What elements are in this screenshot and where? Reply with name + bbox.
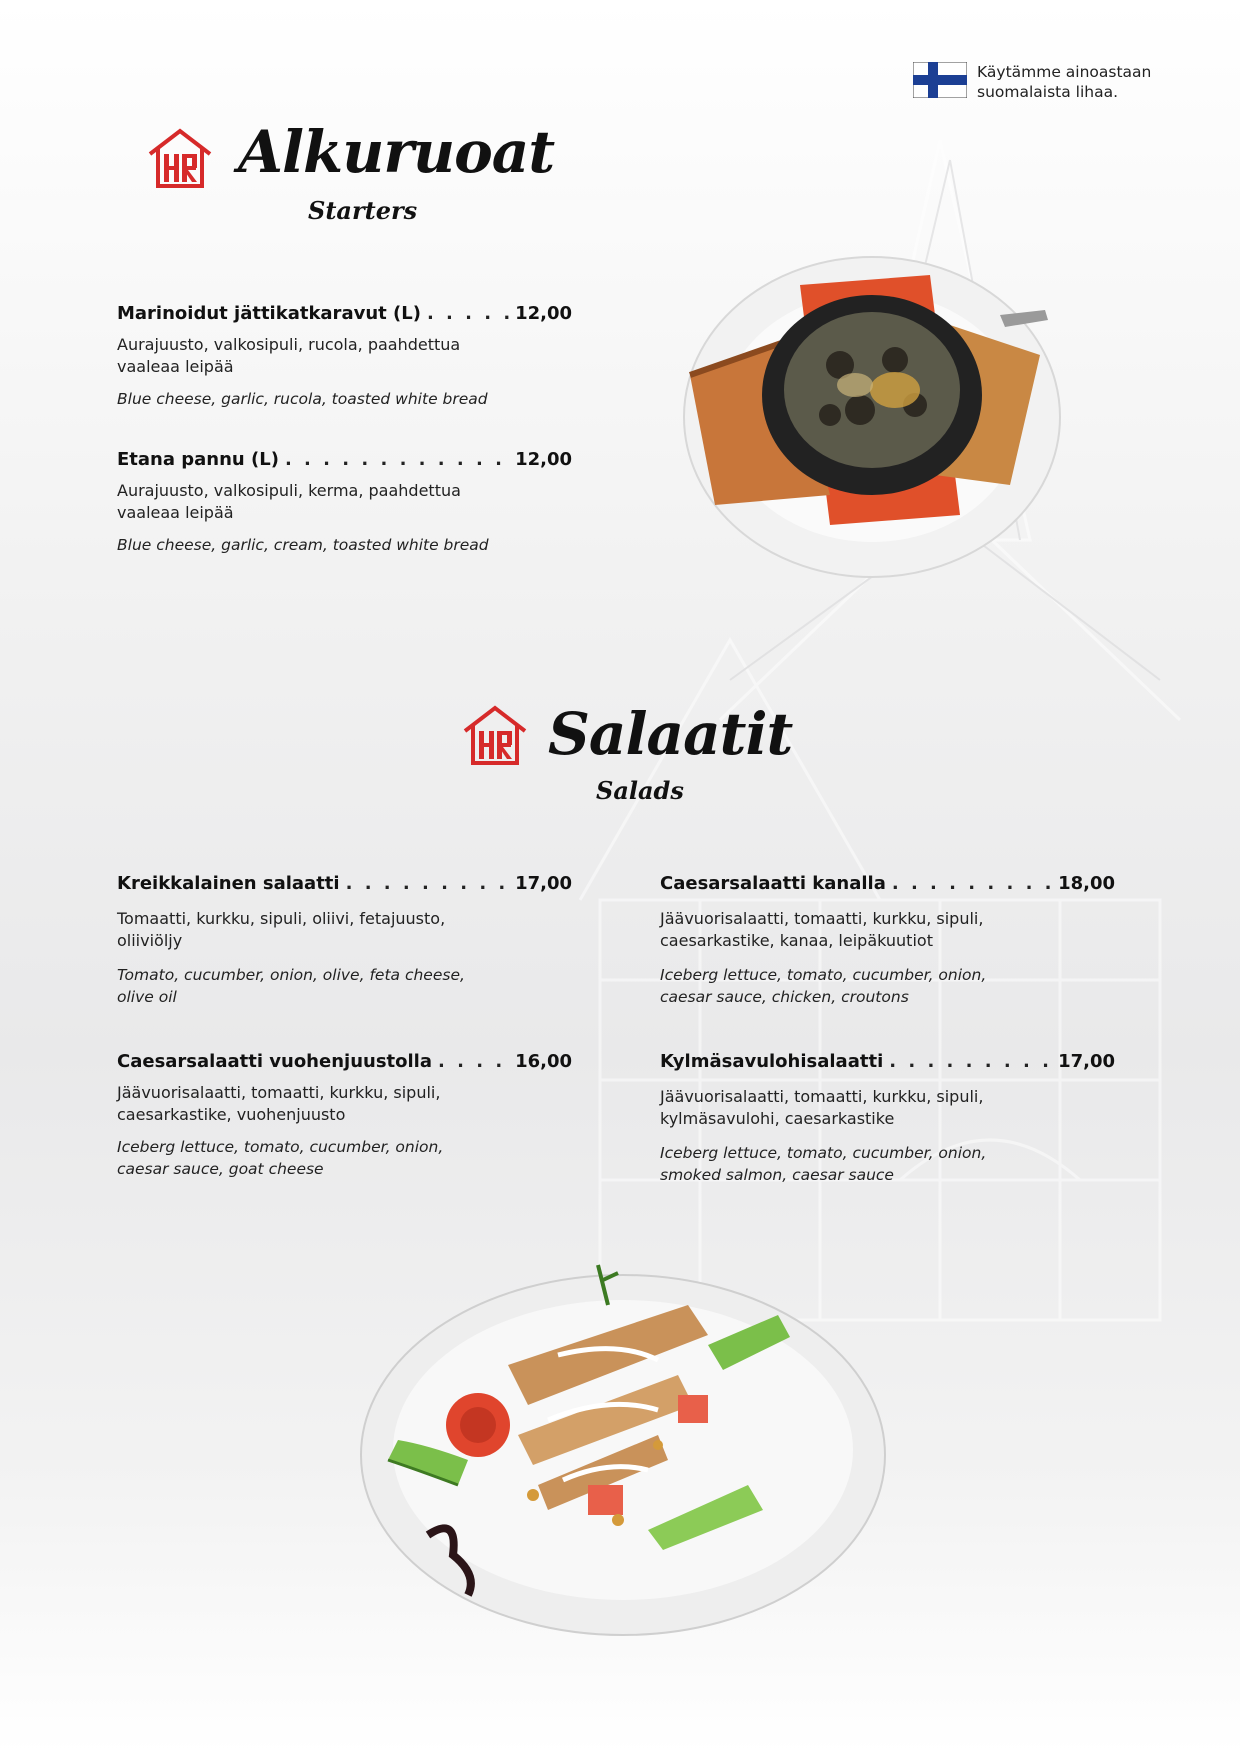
menu-item bbox=[117, 1051, 572, 1180]
item-description-fi: Tomaatti, kurkku, sipuli, oliivi, fetajuusto, oliiviöljy bbox=[117, 909, 446, 950]
item-description-en: Iceberg lettuce, tomato, cucumber, onion, caesar sauce, chicken, croutons bbox=[660, 966, 987, 1006]
item-price: 12,00 bbox=[515, 449, 572, 470]
item-description-fi: Aurajuusto, valkosipuli, kerma, paahdettua vaaleaa leipää bbox=[117, 481, 461, 522]
salads-title: Salaatit bbox=[548, 700, 793, 768]
dot-leader bbox=[285, 449, 509, 470]
finnish-meat-notice bbox=[913, 62, 1151, 102]
menu-item bbox=[117, 303, 572, 410]
item-description-en: Tomato, cucumber, onion, olive, feta cheese, olive oil bbox=[117, 966, 465, 1006]
finland-flag-icon bbox=[913, 62, 967, 98]
item-description-fi: Aurajuusto, valkosipuli, rucola, paahdettua vaaleaa leipää bbox=[117, 335, 461, 376]
item-description-en: Iceberg lettuce, tomato, cucumber, onion, caesar sauce, goat cheese bbox=[117, 1138, 444, 1178]
item-price: 17,00 bbox=[515, 873, 572, 894]
dot-leader bbox=[892, 873, 1052, 894]
item-description-en: Blue cheese, garlic, rucola, toasted white bread bbox=[117, 390, 488, 408]
menu-item bbox=[660, 873, 1115, 1008]
salads-subtitle: Salads bbox=[596, 776, 684, 805]
item-description-en: Blue cheese, garlic, cream, toasted white bread bbox=[117, 536, 489, 554]
helin-house-logo-icon bbox=[463, 705, 527, 767]
menu-item bbox=[117, 873, 572, 1008]
item-name: Etana pannu (L) bbox=[117, 449, 279, 470]
item-name: Marinoidut jättikatkaravut (L) bbox=[117, 303, 421, 324]
dot-leader bbox=[346, 873, 509, 894]
item-price: 18,00 bbox=[1058, 873, 1115, 894]
item-name: Kreikkalainen salaatti bbox=[117, 873, 340, 894]
item-description-fi: Jäävuorisalaatti, tomaatti, kurkku, sipuli, kylmäsavulohi, caesarkastike bbox=[660, 1087, 984, 1128]
item-description-en: Iceberg lettuce, tomato, cucumber, onion, smoked salmon, caesar sauce bbox=[660, 1144, 987, 1184]
dot-leader bbox=[438, 1051, 509, 1072]
item-description-fi: Jäävuorisalaatti, tomaatti, kurkku, sipuli, caesarkastike, vuohenjuusto bbox=[117, 1083, 441, 1124]
dot-leader bbox=[889, 1051, 1052, 1072]
item-price: 16,00 bbox=[515, 1051, 572, 1072]
dot-leader bbox=[427, 303, 509, 324]
item-name: Caesarsalaatti kanalla bbox=[660, 873, 886, 894]
notice-line-2: suomalaista lihaa. bbox=[977, 83, 1119, 101]
item-price: 17,00 bbox=[1058, 1051, 1115, 1072]
menu-item bbox=[660, 1051, 1115, 1186]
helin-house-logo-icon bbox=[148, 128, 212, 190]
item-description-fi: Jäävuorisalaatti, tomaatti, kurkku, sipuli, caesarkastike, kanaa, leipäkuutiot bbox=[660, 909, 984, 950]
notice-line-1: Käytämme ainoastaan bbox=[977, 63, 1152, 81]
item-name: Kylmäsavulohisalaatti bbox=[660, 1051, 884, 1072]
item-price: 12,00 bbox=[515, 303, 572, 324]
item-name: Caesarsalaatti vuohenjuustolla bbox=[117, 1051, 432, 1072]
snail-pan-with-toast-photo bbox=[680, 245, 1065, 585]
starters-title: Alkuruoat bbox=[238, 118, 555, 186]
menu-item bbox=[117, 449, 572, 556]
chicken-caesar-salad-photo bbox=[358, 1245, 888, 1640]
starters-subtitle: Starters bbox=[308, 196, 418, 225]
